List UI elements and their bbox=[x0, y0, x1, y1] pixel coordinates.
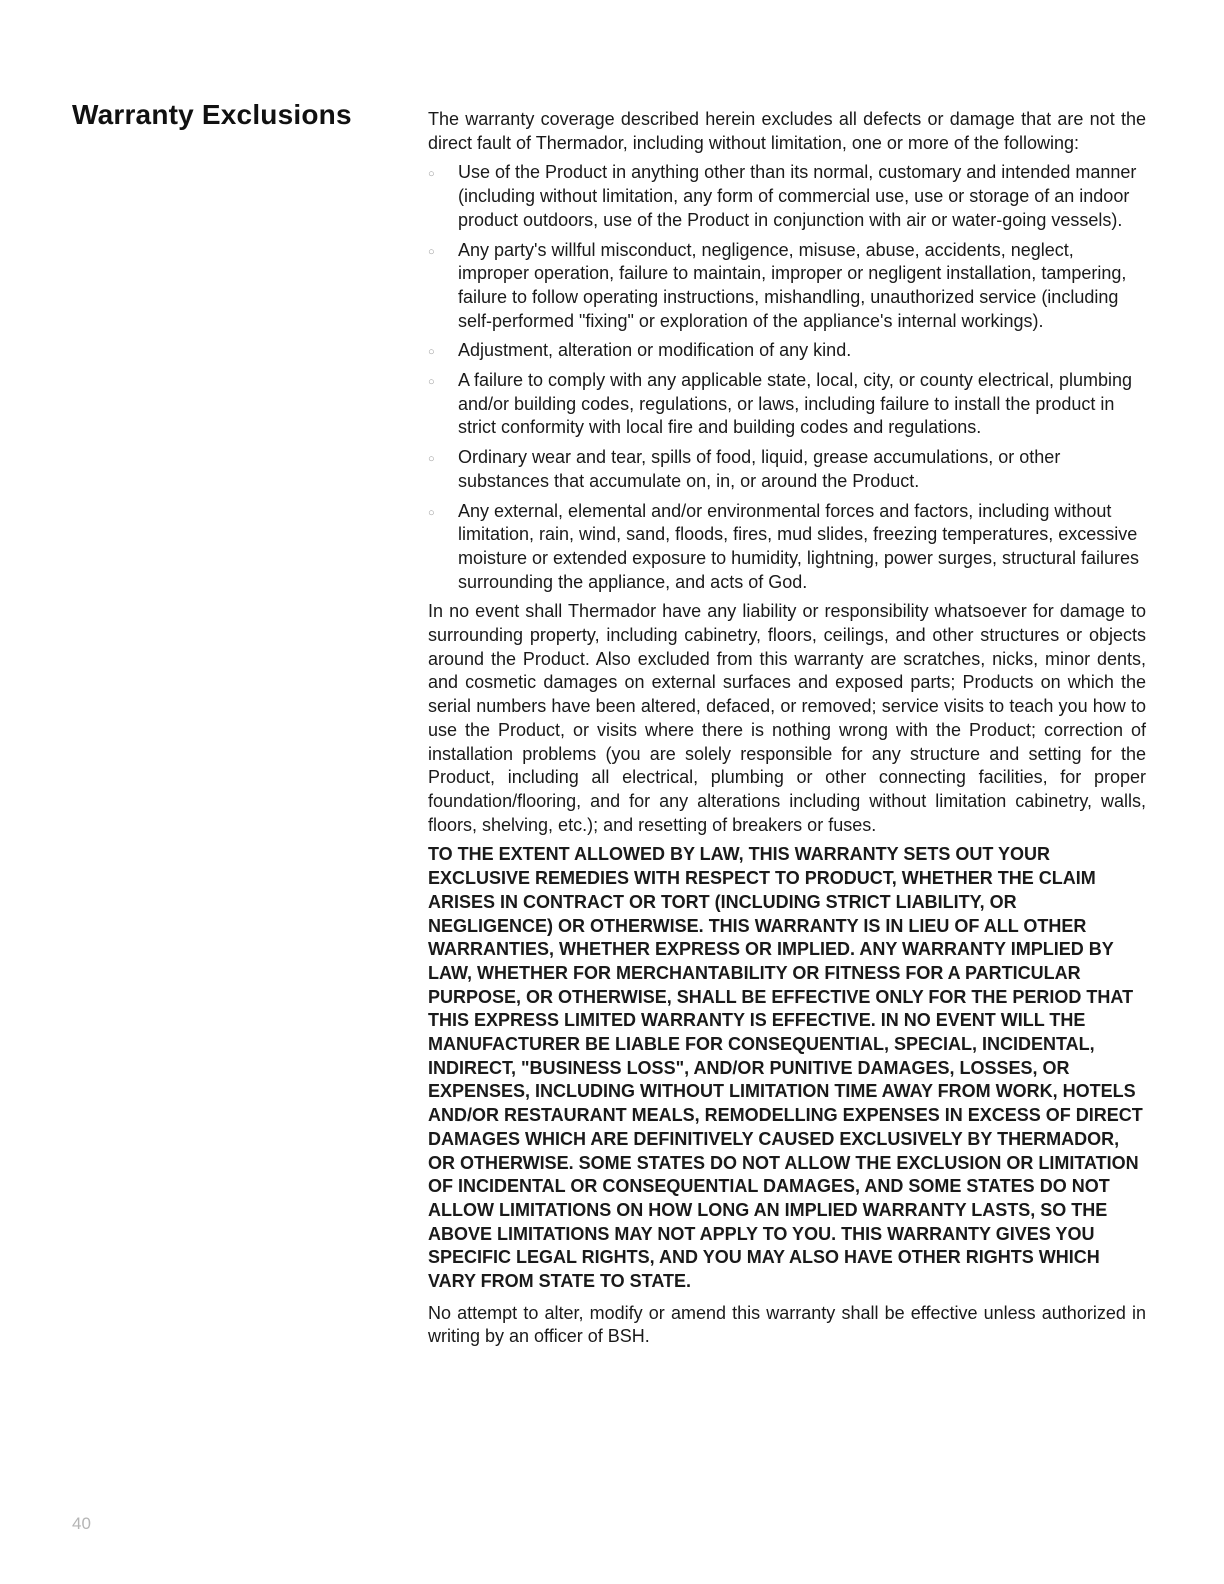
list-item-text: Any party's willful misconduct, negligence, misuse, abuse, accidents, neglect, improper operation, failure to maintain, improper or negligent installation, tampering, failure to follow operating instructions, mishandling, unauthorized service (including self-performed "fixing" or exploration of the appliance's internal workings). bbox=[458, 239, 1127, 331]
circle-bullet-icon: ○ bbox=[428, 376, 435, 389]
list-item bbox=[428, 161, 1146, 232]
page-number: 40 bbox=[72, 1514, 91, 1533]
list-item bbox=[428, 239, 1146, 334]
circle-bullet-icon: ○ bbox=[428, 346, 435, 359]
circle-bullet-icon: ○ bbox=[428, 168, 435, 181]
closing-paragraph: No attempt to alter, modify or amend this warranty shall be effective unless authorized in writing by an officer of BSH. bbox=[428, 1302, 1146, 1347]
list-item-text: Use of the Product in anything other than its normal, customary and intended manner (including without limitation, any form of commercial use, use or storage of an indoor product outdoors, use of the Product in conjunction with air or water-going vessels). bbox=[458, 162, 1137, 230]
intro-paragraph: The warranty coverage described herein excludes all defects or damage that are not the direct fault of Thermador, including without limitation, one or more of the following: bbox=[428, 109, 1146, 153]
circle-bullet-icon: ○ bbox=[428, 506, 435, 519]
exclusions-paragraph: In no event shall Thermador have any liability or responsibility whatsoever for damage to surrounding property, including cabinetry, floors, ceilings, and other structures or objects around the Product. Also excluded from this warranty are scratches, nicks, minor dents, and cosmetic damages on external surfaces and exposed parts; Products on which the serial numbers have been altered, defaced, or removed; service visits to teach you how to use the Product, or visits where there is nothing wrong with the Product; correction of installation problems (you are solely responsible for any structure and setting for the Product, including all electrical, plumbing or other connecting facilities, for proper foundation/flooring, and for any alterations including without limitation cabinetry, walls, floors, shelving, etc.); and resetting of breakers or fuses. bbox=[428, 601, 1146, 835]
list-item-text: A failure to comply with any applicable state, local, city, or county electrical, plumbing and/or building codes, regulations, or laws, including failure to install the product in strict conformity with local fire and building codes and regulations. bbox=[458, 370, 1132, 438]
list-item bbox=[428, 339, 1146, 363]
exclusion-list bbox=[428, 161, 1146, 594]
list-item-text: Ordinary wear and tear, spills of food, liquid, grease accumulations, or other substances that accumulate on, in, or around the Product. bbox=[458, 447, 1061, 491]
list-item bbox=[428, 446, 1146, 493]
warranty-exclusions-body bbox=[428, 108, 1146, 1349]
list-item bbox=[428, 500, 1146, 595]
section-title: Warranty Exclusions bbox=[72, 99, 352, 130]
legal-disclaimer: TO THE EXTENT ALLOWED BY LAW, THIS WARRANTY SETS OUT YOUR EXCLUSIVE REMEDIES WITH RESPECT TO PRODUCT, WHETHER THE CLAIM ARISES IN CONTRACT OR TORT (INCLUDING STRICT LIABILITY, OR NEGLIGENCE) OR OTHERWISE. THIS WARRANTY IS IN LIEU OF ALL OTHER WARRANTIES, WHETHER EXPRESS OR IMPLIED. ANY WARRANTY IMPLIED BY LAW, WHETHER FOR MERCHANTABILITY OR FITNESS FOR A PARTICULAR PURPOSE, OR OTHERWISE, SHALL BE EFFECTIVE ONLY FOR THE PERIOD THAT THIS EXPRESS LIMITED WARRANTY IS EFFECTIVE. IN NO EVENT WILL THE MANUFACTURER BE LIABLE FOR CONSEQUENTIAL, SPECIAL, INCIDENTAL, INDIRECT, "BUSINESS LOSS", AND/OR PUNITIVE DAMAGES, LOSSES, OR EXPENSES, INCLUDING WITHOUT LIMITATION TIME AWAY FROM WORK, HOTELS AND/OR RESTAURANT MEALS, REMODELLING EXPENSES IN EXCESS OF DIRECT DAMAGES WHICH ARE DEFINITIVELY CAUSED EXCLUSIVELY BY THERMADOR, OR OTHERWISE. SOME STATES DO NOT ALLOW THE EXCLUSION OR LIMITATION OF INCIDENTAL OR CONSEQUENTIAL DAMAGES, AND SOME STATES DO NOT ALLOW LIMITATIONS ON HOW LONG AN IMPLIED WARRANTY LASTS, SO THE ABOVE LIMITATIONS MAY NOT APPLY TO YOU. THIS WARRANTY GIVES YOU SPECIFIC LEGAL RIGHTS, AND YOU MAY ALSO HAVE OTHER RIGHTS WHICH VARY FROM STATE TO STATE. bbox=[428, 844, 1143, 1292]
list-item-text: Adjustment, alteration or modification of any kind. bbox=[458, 340, 852, 361]
circle-bullet-icon: ○ bbox=[428, 245, 435, 258]
circle-bullet-icon: ○ bbox=[428, 453, 435, 466]
list-item bbox=[428, 369, 1146, 440]
list-item-text: Any external, elemental and/or environmental forces and factors, including without limitation, rain, wind, sand, floods, fires, mud slides, freezing temperatures, excessive moisture or extended exposure to humidity, lightning, power surges, structural failures surrounding the appliance, and acts of God. bbox=[458, 500, 1140, 592]
